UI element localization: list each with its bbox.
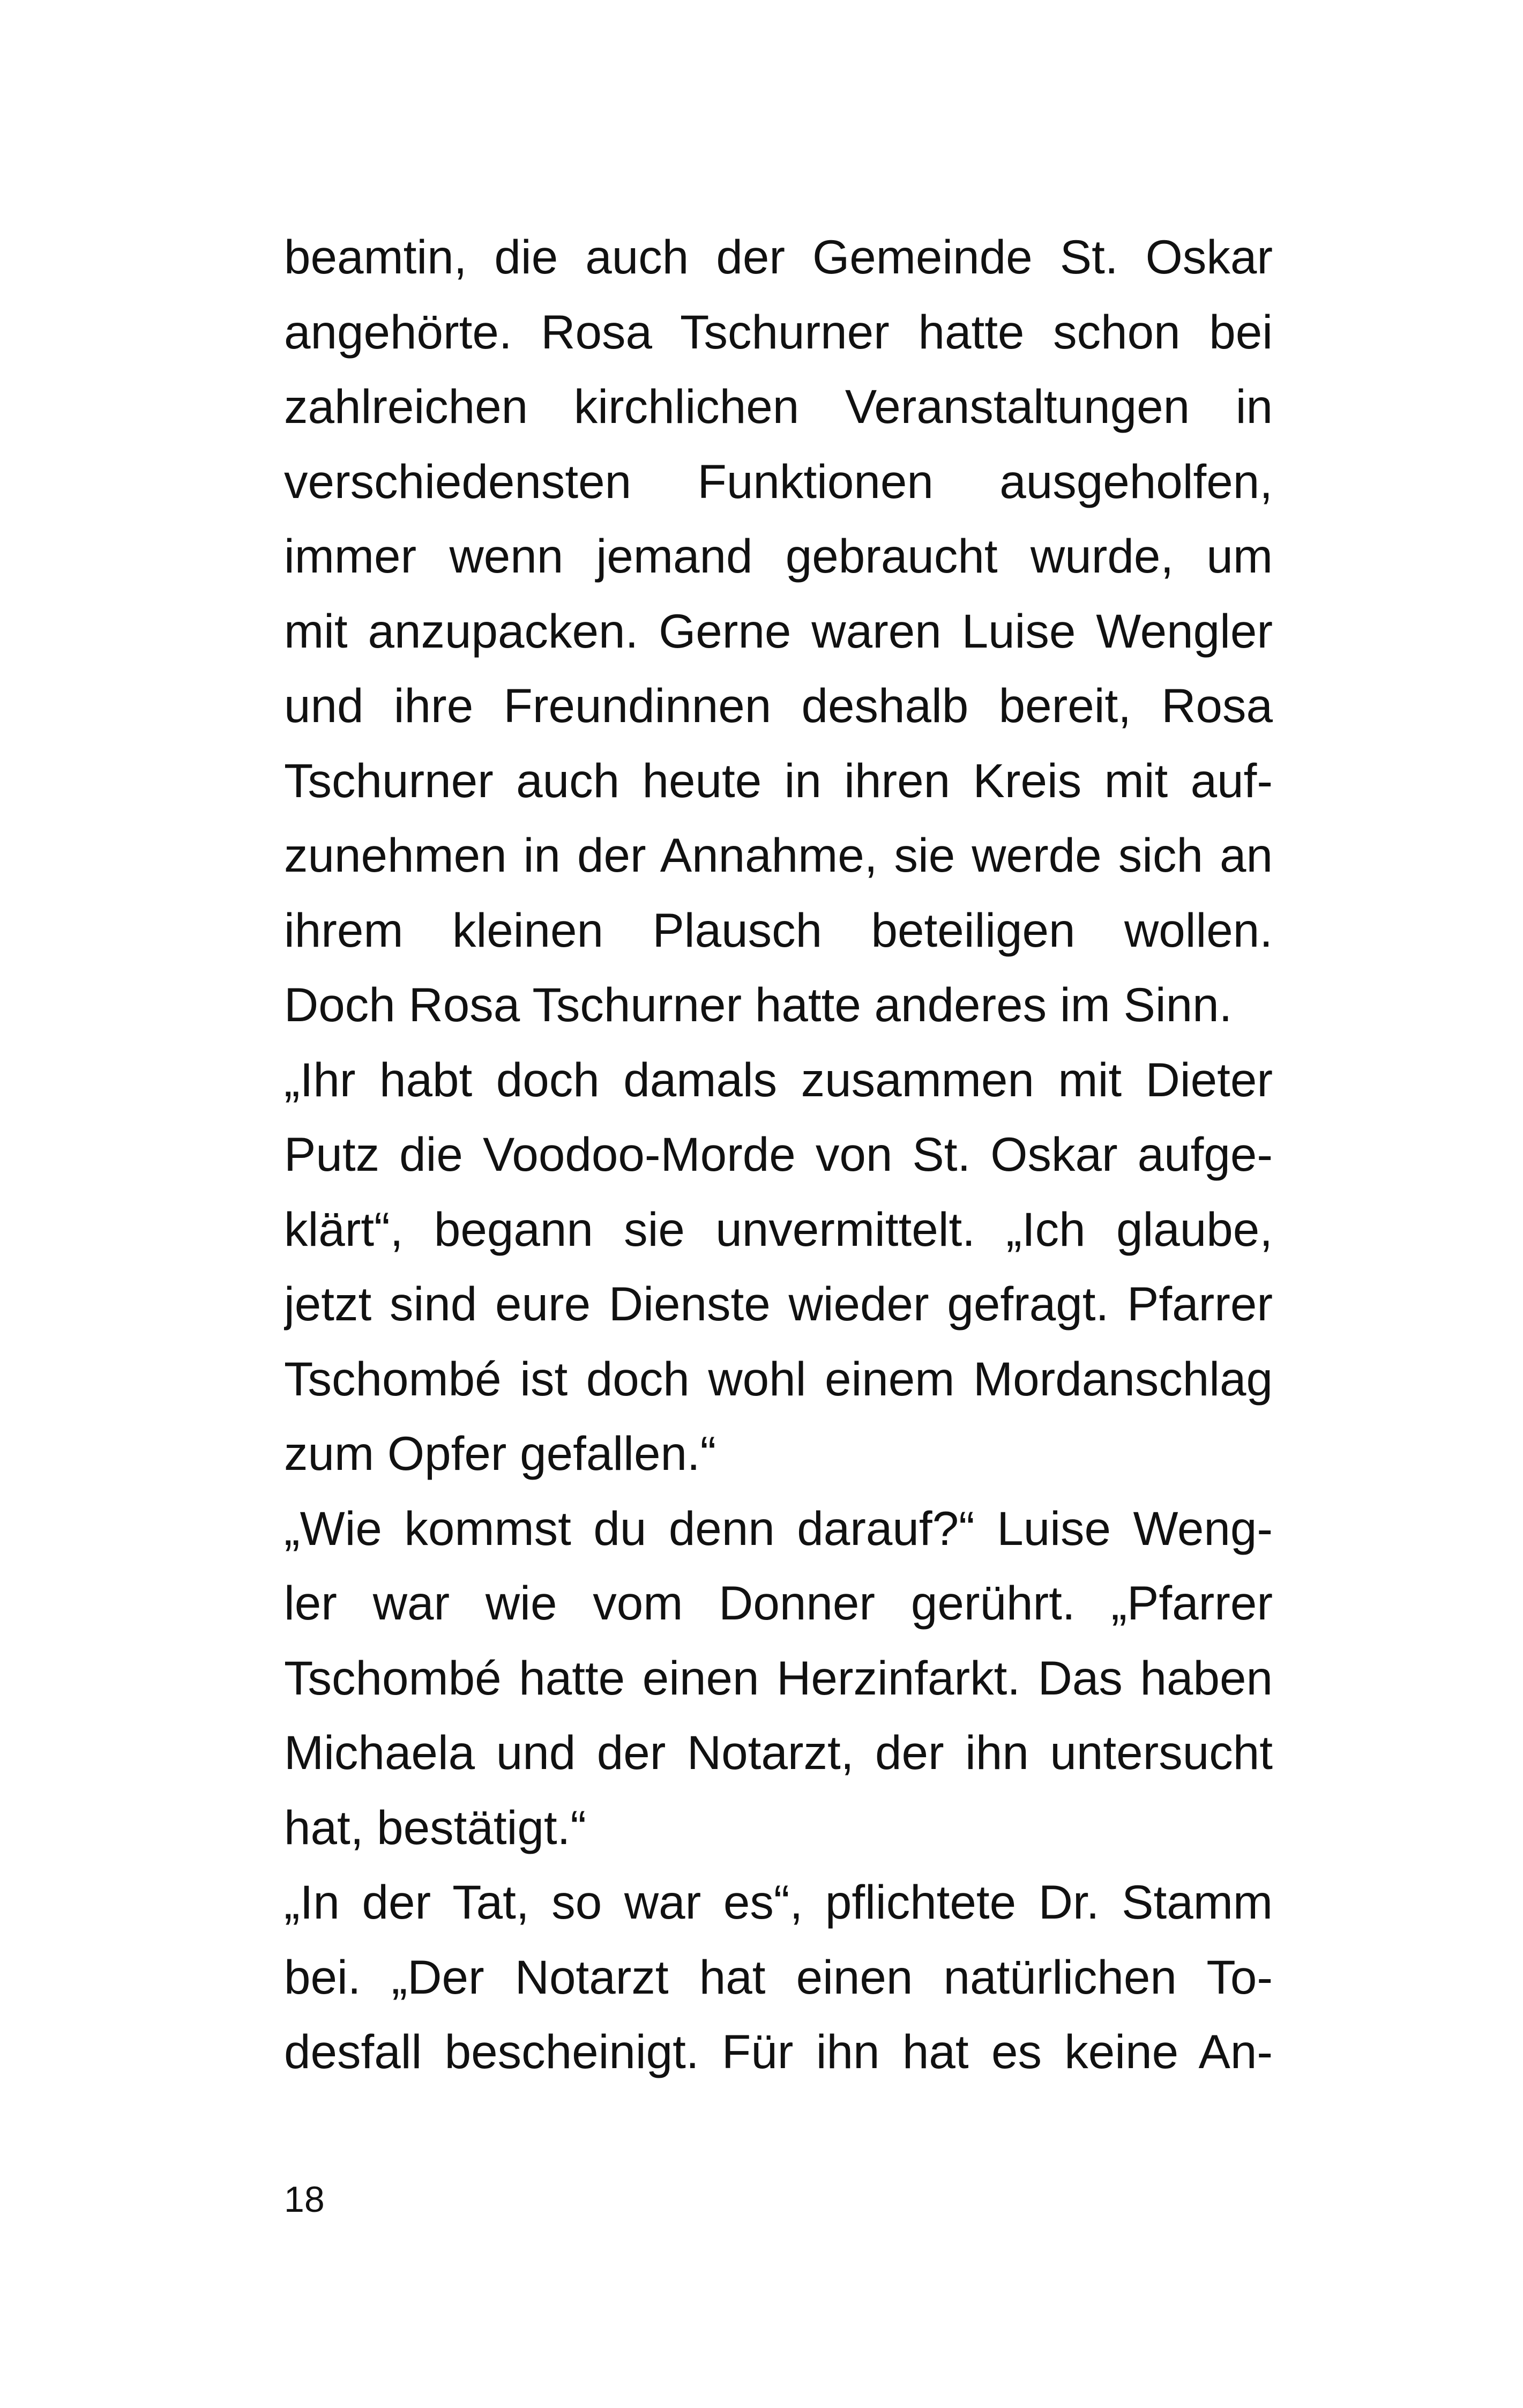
text-line: und ihre Freundinnen deshalb bereit, Rosa [284, 679, 1273, 732]
text-line: desfall bescheinigt. Für ihn hat es keine An- [284, 2025, 1273, 2078]
text-line: Doch Rosa Tschurner hatte anderes im Sinn. [284, 978, 1233, 1031]
text-line: „Ihr habt doch damals zusammen mit Dieter [284, 1052, 1273, 1106]
text-line: bei. „Der Notarzt hat einen natürlichen To- [284, 1950, 1273, 2004]
text-line: verschiedensten Funktionen ausgeholfen, [284, 454, 1273, 508]
text-line: zahlreichen kirchlichen Veranstaltungen in [284, 380, 1273, 433]
text-line: zunehmen in der Annahme, sie werde sich an [284, 828, 1273, 882]
text-line: ler war wie vom Donner gerührt. „Pfarrer [284, 1576, 1273, 1630]
text-line: „In der Tat, so war es“, pflichtete Dr. Stamm [284, 1875, 1273, 1929]
text-line: zum Opfer gefallen.“ [284, 1426, 716, 1480]
text-line: jetzt sind eure Dienste wieder gefragt. Pfarrer [284, 1277, 1273, 1331]
text-line: immer wenn jemand gebraucht wurde, um [284, 529, 1273, 583]
text-line: „Wie kommst du denn darauf?“ Luise Weng- [284, 1501, 1273, 1555]
text-line: mit anzupacken. Gerne waren Luise Wengler [284, 604, 1273, 658]
text-line: Tschombé hatte einen Herzinfarkt. Das haben [284, 1651, 1273, 1705]
page-number: 18 [284, 2179, 325, 2220]
text-line: klärt“, begann sie unvermittelt. „Ich glaube, [284, 1202, 1273, 1256]
body-text [284, 220, 1273, 2090]
text-line: ihrem kleinen Plausch beteiligen wollen. [284, 903, 1273, 957]
text-line: Michaela und der Notarzt, der ihn untersucht [284, 1726, 1273, 1779]
text-line: Tschombé ist doch wohl einem Mordanschlag [284, 1351, 1273, 1406]
text-line: Tschurner auch heute in ihren Kreis mit auf- [284, 753, 1273, 807]
text-line: hat, bestätigt.“ [284, 1800, 586, 1854]
text-line: beamtin, die auch der Gemeinde St. Oskar [284, 230, 1273, 284]
text-line: angehörte. Rosa Tschurner hatte schon bei [284, 304, 1273, 359]
text-line: Putz die Voodoo-Morde von St. Oskar aufge- [284, 1127, 1273, 1181]
